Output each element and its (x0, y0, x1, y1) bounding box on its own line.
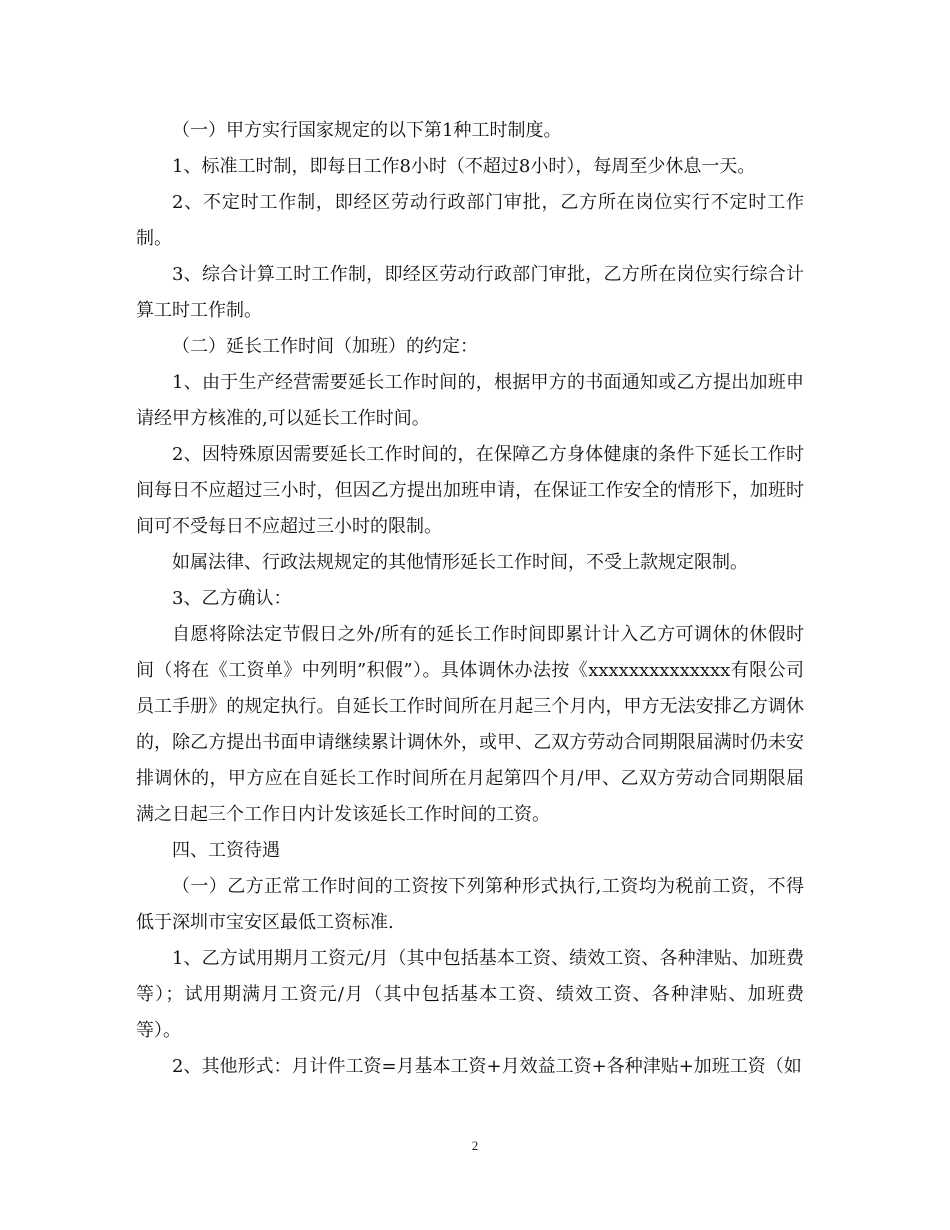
paragraph-overtime-heading: （二）延长工作时间（加班）的约定： (172, 336, 478, 357)
paragraph-legal-exception: 如属法律、行政法规规定的其他情形延长工作时间，不受上款规定限制。 (172, 552, 748, 573)
paragraph-piece-wage: 2、其他形式：月计件工资=月基本工资+月效益工资+各种津贴+加班工资（如 (172, 1056, 802, 1077)
paragraph-standard-hours: 1、标准工时制，即每日工作8小时（不超过8小时），每周至少休息一天。 (172, 156, 756, 177)
paragraph-working-hours-system: （一）甲方实行国家规定的以下第1种工时制度。 (172, 120, 562, 141)
paragraph-wages-heading: 四、工资待遇 (172, 840, 280, 861)
paragraph-probation-wage: 1、乙方试用期月工资元/月（其中包括基本工资、绩效工资、各种津贴、加班费等）；试用期满月工资元/月（其中包括基本工资、绩效工资、各种津贴、加班费等）。 (136, 948, 804, 1041)
paragraph-overtime-clause-2: 2、因特殊原因需要延长工作时间的，在保障乙方身体健康的条件下延长工作时间每日不应超过三小时，但因乙方提出加班申请，在保证工作安全的情形下，加班时间可不受每日不应超过三小时的限制。 (136, 444, 804, 537)
paragraph-compensatory-leave: 自愿将除法定节假日之外/所有的延长工作时间即累计计入乙方可调休的休假时间（将在《工资单》中列明”积假”）。具体调休办法按《xxxxxxxxxxxxxx有限公司员工手册》的规定执行。自延长工作时间所在月起三个月内，甲方无法安排乙方调休的，除乙方提出书面申请继续累计调休外，或甲、乙双方劳动合同期限届满时仍未安排调休的，甲方应在自延长工作时间所在月起第四个月/甲、乙双方劳动合同期限届满之日起三个工作日内计发该延长工作时间的工资。 (136, 624, 804, 825)
paragraph-wage-form: （一）乙方正常工作时间的工资按下列第种形式执行,工资均为税前工资，不得低于深圳市宝安区最低工资标准. (136, 876, 804, 933)
paragraph-comprehensive-hours: 3、综合计算工时工作制，即经区劳动行政部门审批，乙方所在岗位实行综合计算工时工作制。 (136, 264, 804, 321)
page-number: 2 (471, 1138, 479, 1153)
document-body (136, 113, 804, 1085)
paragraph-confirmation-heading: 3、乙方确认： (172, 588, 292, 609)
paragraph-overtime-clause-1: 1、由于生产经营需要延长工作时间的，根据甲方的书面通知或乙方提出加班申请经甲方核准的,可以延长工作时间。 (136, 372, 804, 429)
paragraph-flexible-hours: 2、不定时工作制，即经区劳动行政部门审批，乙方所在岗位实行不定时工作制。 (136, 192, 804, 249)
